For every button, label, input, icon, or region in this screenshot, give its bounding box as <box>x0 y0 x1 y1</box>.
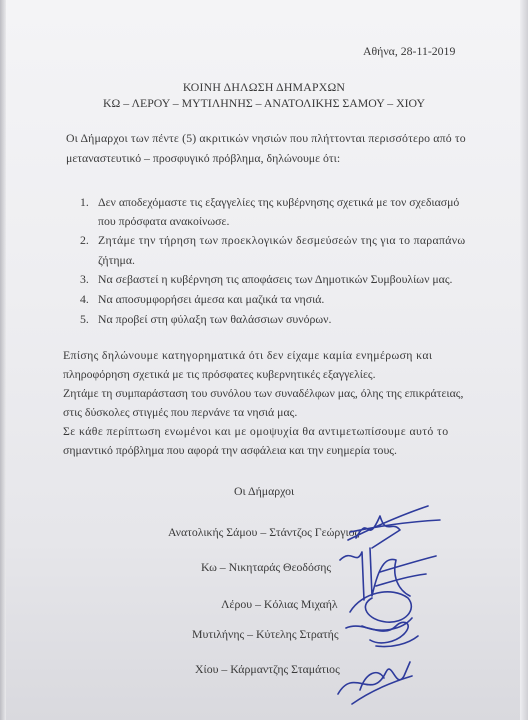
list-item-number: 3. <box>80 272 89 286</box>
list-item-number: 5. <box>80 312 89 326</box>
signature-mytilini <box>346 622 418 646</box>
signatories-heading: Οι Δήμαρχοι <box>234 484 295 498</box>
signatory-name: Χίου – Κάρμαντζης Σταμάτιος <box>195 662 340 676</box>
list-item-text: που πρόσφατα ανακοίνωσε. <box>98 214 230 228</box>
closing-line: πληροφόρηση σχετικά με τις πρόσφατες κυβερνητικές εξαγγελίες. <box>63 367 376 381</box>
signatory-name: Κω – Νικηταράς Θεοδόσης <box>201 560 332 574</box>
list-item-number: 1. <box>80 195 89 209</box>
list-item-text: Να προβεί στη φύλαξη των θαλάσσιων συνόρων. <box>98 312 332 326</box>
list-item-text: Δεν αποδεχόμαστε τις εξαγγελίες της κυβέρνησης σχετικά με τον σχεδιασμό <box>98 195 460 209</box>
list-item-text: ζήτημα. <box>98 253 135 267</box>
signatory-name: Ανατολικής Σάμου – Στάντζος Γεώργιος <box>168 525 360 539</box>
signature-chios <box>338 662 412 704</box>
document-title: ΚΟΙΝΗ ΔΗΛΩΣΗ ΔΗΜΑΡΧΩΝ <box>182 80 346 94</box>
document-subtitle: ΚΩ – ΛΕΡΟΥ – ΜΥΤΙΛΗΝΗΣ – ΑΝΑΤΟΛΙΚΗΣ ΣΑΜΟΥ – ΧΙΟΥ <box>103 96 425 110</box>
date-line: Αθήνα, 28-11-2019 <box>363 44 456 58</box>
list-item-number: 2. <box>80 233 89 247</box>
closing-line: Επίσης δηλώνουμε κατηγορηματικά ότι δεν είχαμε καμία ενημέρωση και <box>63 348 433 362</box>
list-item-text: Ζητάμε την τήρηση των προεκλογικών δεσμεύσεών της για το παραπάνω <box>98 233 466 247</box>
signatory-name: Λέρου – Κόλιας Μιχαήλ <box>221 597 338 611</box>
list-item-text: Να αποσυμφορήσει άμεσα και μαζικά τα νησιά. <box>98 292 325 306</box>
signature-leros <box>350 592 412 630</box>
closing-line: σημαντικό πρόβλημα που αφορά την ασφάλεια και την ευημερία τους. <box>63 443 397 457</box>
signature-samos <box>348 506 440 548</box>
closing-line: Ζητάμε τη συμπαράσταση του συνόλου των συναδέλφων μας, όλης της επικράτειας, <box>63 386 464 400</box>
intro-line-2: μεταναστευτικό – προσφυγικό πρόβλημα, δηλώνουμε ότι: <box>66 151 341 165</box>
list-item-number: 4. <box>80 292 89 306</box>
closing-line: Σε κάθε περίπτωση ενωμένοι και με ομοψυχία θα αντιμετωπίσουμε αυτό το <box>63 424 449 438</box>
intro-line-1: Οι Δήμαρχοι των πέντε (5) ακριτικών νησιών που πλήττονται περισσότερο από το <box>66 131 466 145</box>
signatory-name: Μυτιλήνης – Κύτελης Στρατής <box>192 627 339 641</box>
list-item-text: Να σεβαστεί η κυβέρνηση τις αποφάσεις των Δημοτικών Συμβουλίων μας. <box>98 272 453 286</box>
closing-line: στις δύσκολες στιγμές που περνάνε τα νησιά μας. <box>63 405 298 419</box>
